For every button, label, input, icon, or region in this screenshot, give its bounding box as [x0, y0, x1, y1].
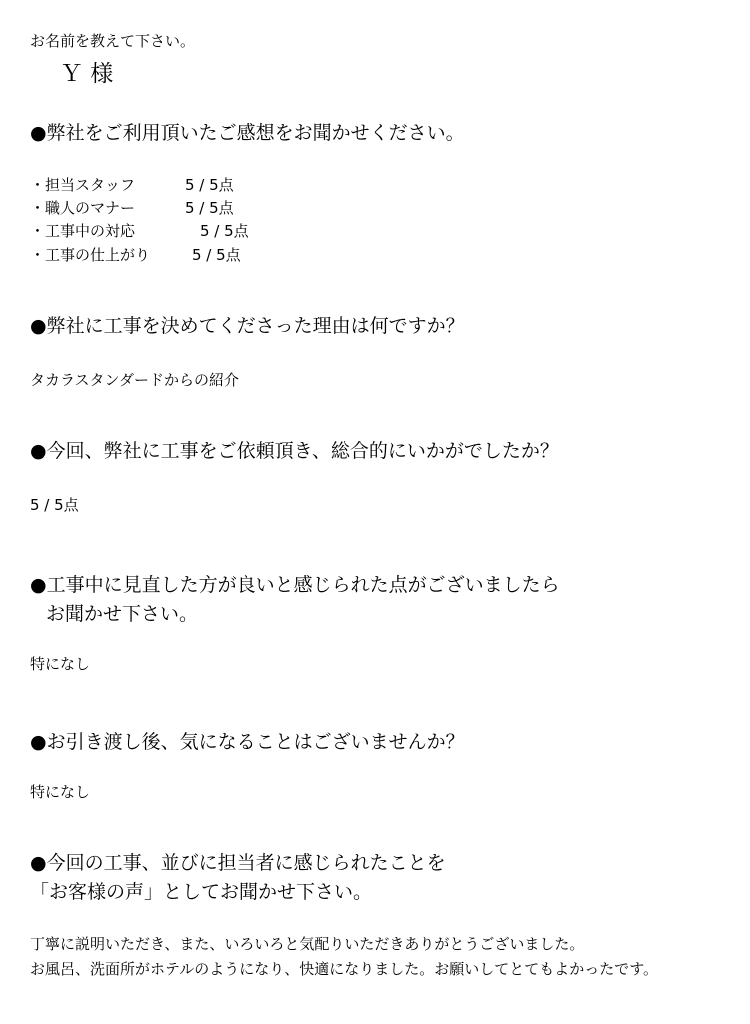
rating-label: ・工事の仕上がり: [30, 246, 151, 264]
rating-label: ・担当スタッフ: [30, 176, 136, 194]
rating-score: 5 / 5点: [185, 199, 234, 217]
question-customer-voice-line2: 「お客様の声」としてお聞かせ下さい。: [30, 881, 373, 903]
name-question: お名前を教えて下さい。: [30, 32, 196, 50]
answer-customer-voice-line1: 丁寧に説明いただき、また、いろいろと気配りいただきありがとうございました。: [30, 935, 585, 953]
question-impressions: ●弊社をご利用頂いたご感想をお聞かせください。: [30, 122, 465, 144]
rating-score: 5 / 5点: [192, 246, 241, 264]
rating-label: ・工事中の対応: [30, 222, 136, 240]
question-overall: ●今回、弊社に工事をご依頼頂き、総合的にいかがでしたか？: [30, 440, 559, 462]
customer-name: Ｙ 様: [60, 61, 114, 87]
answer-customer-voice-line2: お風呂、洗面所がホテルのようになり、快適になりました。お願いしてとてもよかったです。: [30, 960, 659, 978]
answer-improvements: 特になし: [30, 655, 91, 673]
question-after-delivery: ●お引き渡し後、気になることはございませんか？: [30, 731, 465, 753]
answer-reason: タカラスタンダードからの紹介: [30, 371, 239, 389]
question-reason: ●弊社に工事を決めてくださった理由は何ですか？: [30, 315, 465, 337]
rating-score: 5 / 5点: [185, 176, 234, 194]
question-improvements-line2: お聞かせ下さい。: [46, 603, 199, 625]
rating-score: 5 / 5点: [200, 222, 249, 240]
answer-after-delivery: 特になし: [30, 783, 91, 801]
rating-label: ・職人のマナー: [30, 199, 136, 217]
answer-overall: 5 / 5点: [30, 496, 79, 514]
question-customer-voice: ●今回の工事、並びに担当者に感じられたことを: [30, 852, 446, 874]
question-improvements: ●工事中に見直した方が良いと感じられた点がございましたら: [30, 574, 560, 596]
